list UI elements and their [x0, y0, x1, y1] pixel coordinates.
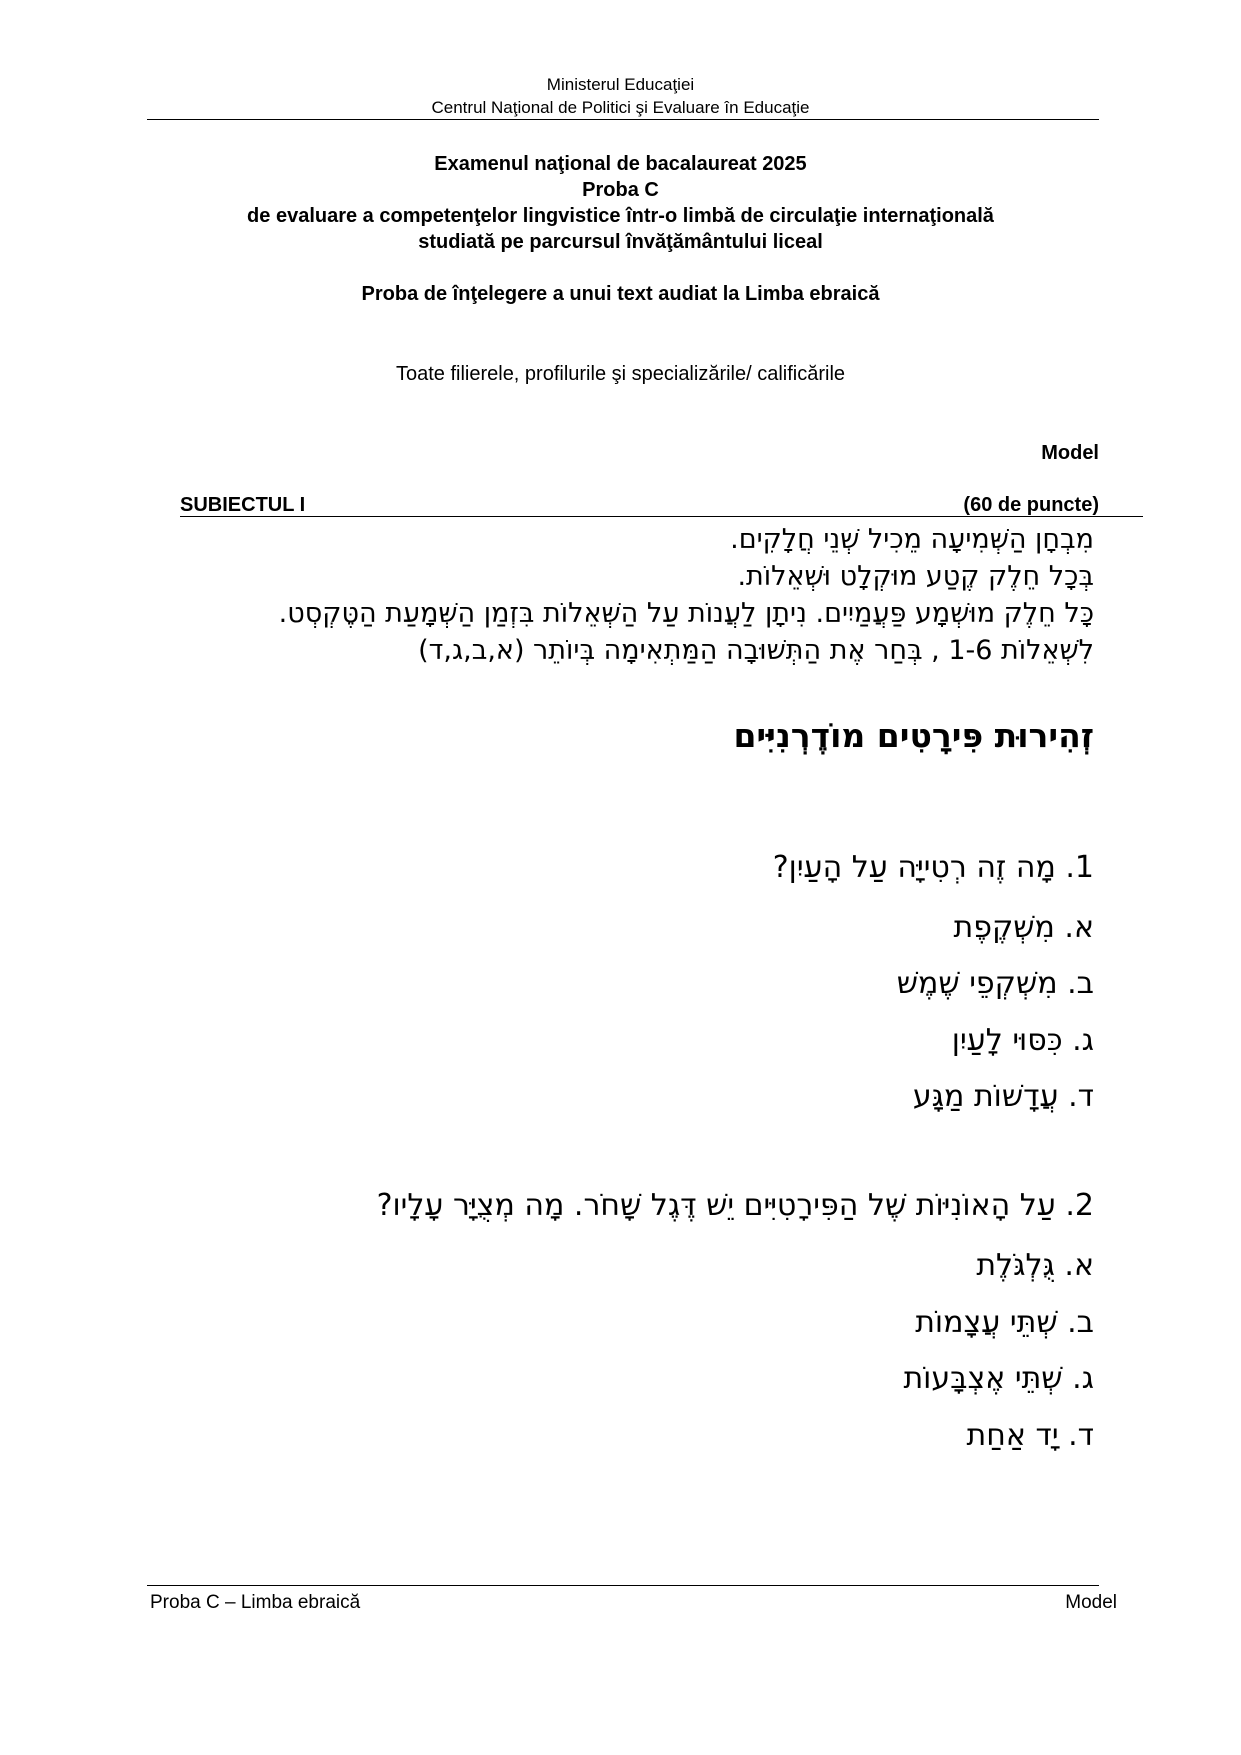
exam-description: de evaluare a competenţelor lingvistice într-o limbă de circulaţie internaţională: [247, 205, 994, 227]
exam-description-2: studiată pe parcursul învăţământului liceal: [418, 231, 823, 253]
instruction-line: לִשְׁאֵלוֹת 1-6 , בְּחַר אֶת הַתְּשׁוּבָה הַמַּתְאִימָה בְּיוֹתֵר (א,ב,ג,ד): [418, 635, 1094, 666]
question-1-option-d: ד. עֲדָשׁוֹת מַגָּע: [912, 1079, 1094, 1114]
exam-title: Examenul naţional de bacalaureat 2025: [434, 153, 807, 175]
subject-points: (60 de puncte): [963, 494, 1099, 516]
footer-divider: [147, 1585, 1099, 1586]
question-1: 1. מָה זֶה רְטִייָּה עַל הָעַיִן?: [772, 850, 1094, 885]
exam-subtitle: Toate filierele, profilurile şi specializările/ calificările: [395, 363, 846, 385]
exam-proba: Proba C: [582, 179, 659, 201]
question-2-option-a: א. גֻּלְגֹּלֶת: [976, 1248, 1094, 1283]
header-center: Centrul Naţional de Politici şi Evaluare în Educaţie: [431, 98, 810, 117]
instruction-line: כָּל חֵלֶק מוּשְׁמָע פַּעֲמַיִים. נִיתָן לַעֲנוֹת עַל הַשְּׁאֵלוֹת בִּזְמַן הַשְּׁמָעַת הַטֶּקְסְט.: [278, 598, 1094, 629]
instruction-line: מִבְחָן הַשְּׁמִיעָה מֵכִיל שְׁנֵי חֲלָקִים.: [730, 524, 1094, 555]
question-2: 2. עַל הָאוֹנִיּוֹת שֶׁל הַפִּירָטִיִּים יֵשׁ דֶּגֶל שָׁחֹר. מָה מְצֻיָּר עָלָיו?: [376, 1188, 1094, 1223]
exam-subject-line: Proba de înţelegere a unui text audiat la Limba ebraică: [361, 283, 880, 305]
footer-left: Proba C – Limba ebraică: [150, 1592, 361, 1613]
question-2-option-c: ג. שְׁתֵּי אֶצְבָּעוֹת: [903, 1361, 1094, 1396]
question-1-option-b: ב. מִשְׁקְפֵי שֶׁמֶשׁ: [896, 966, 1094, 1001]
header-divider: [147, 119, 1099, 120]
subject-label: SUBIECTUL I: [180, 494, 306, 516]
question-1-option-a: א. מִשְׁקֶפֶת: [953, 910, 1094, 945]
header-ministry: Ministerul Educaţiei: [546, 75, 695, 94]
question-2-option-d: ד. יָד אַחַת: [966, 1418, 1094, 1453]
instruction-line: בְּכָל חֵלֶק קֶטַע מוּקְלָט וּשְׁאֵלוֹת.: [737, 561, 1094, 592]
question-2-option-b: ב. שְׁתֵּי עֲצָמוֹת: [915, 1305, 1094, 1340]
footer-right: Model: [1065, 1592, 1117, 1613]
subject-divider: [180, 516, 1143, 517]
model-label: Model: [1041, 442, 1099, 464]
text-title: זְהִירוּת פִּירָטִים מוֹדֶרְנִיִּים: [733, 716, 1094, 755]
question-1-option-c: ג. כִּסּוּי לָעַיִן: [951, 1023, 1094, 1058]
